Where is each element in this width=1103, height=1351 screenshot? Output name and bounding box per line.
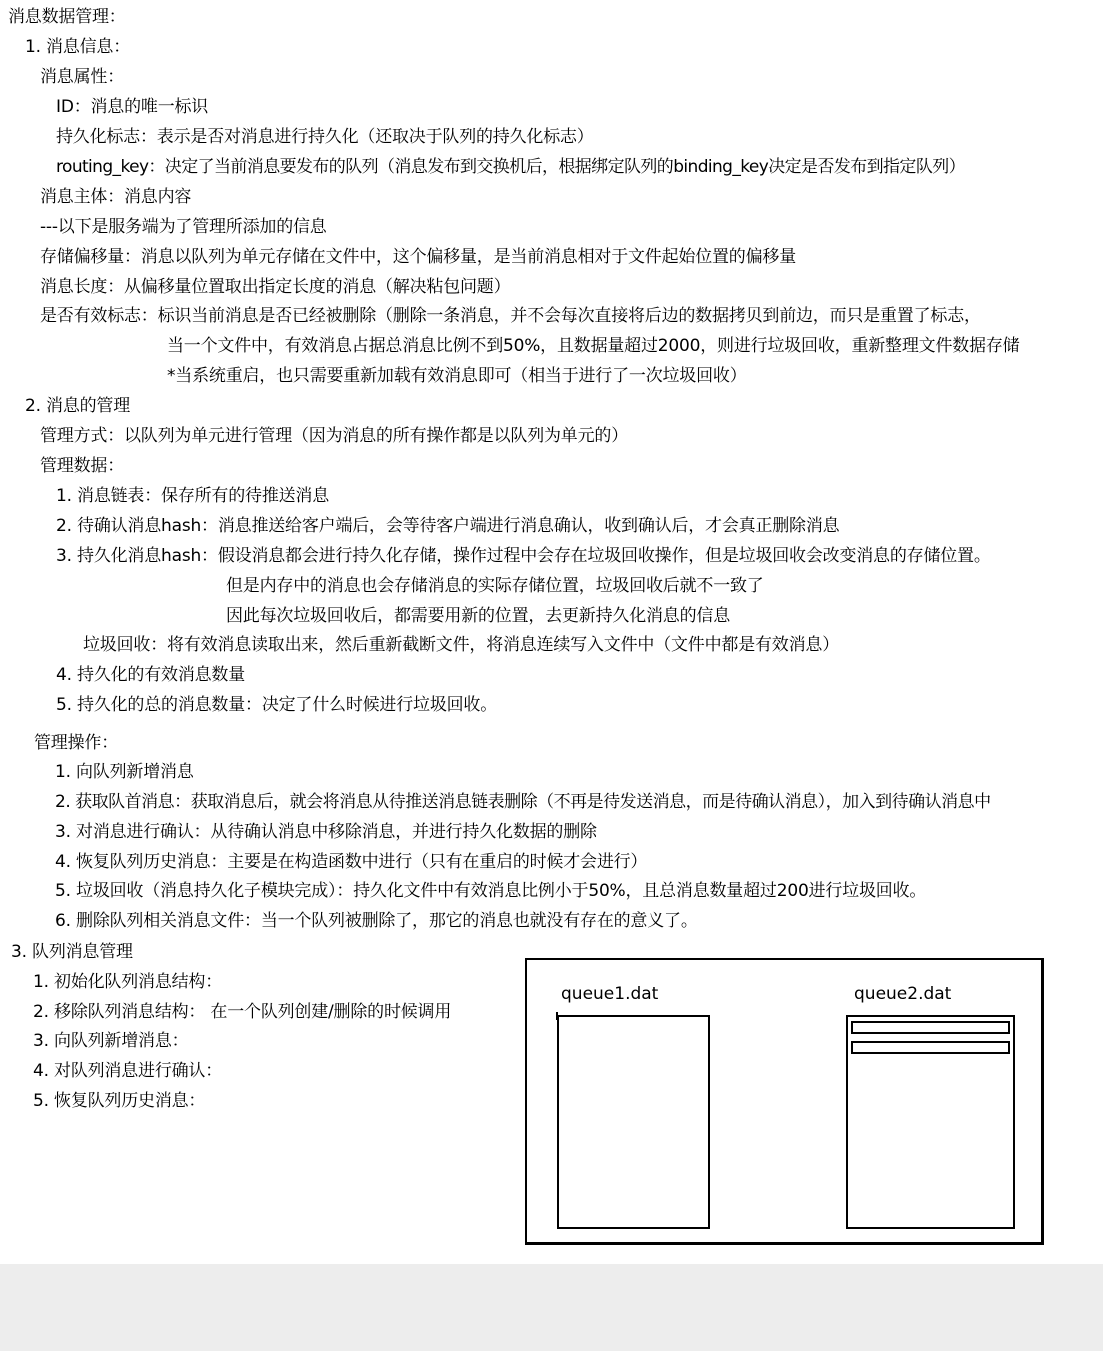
mgmt-data-item-3-cont-2: 因此每次垃圾回收后，都需要用新的位置，去更新持久化消息的信息 [226,606,730,626]
valid-flag-restart: *当系统重启，也只需要重新加载有效消息即可（相当于进行了一次垃圾回收） [167,366,747,386]
queue-files-diagram [525,958,1044,1245]
valid-flag: 是否有效标志：标识当前消息是否已经被删除（删除一条消息，并不会每次直接将后边的数据拷贝到前边，而只是重置了标志， [40,306,981,326]
storage-offset: 存储偏移量：消息以队列为单元存储在文件中，这个偏移量，是当前消息相对于文件起始位置的偏移量 [40,247,796,267]
queue-item-2: 2. 移除队列消息结构： 在一个队列创建/删除的时候调用 [33,1002,452,1022]
message-length: 消息长度：从偏移量位置取出指定长度的消息（解决粘包问题） [40,277,511,297]
queue-item-4: 4. 对队列消息进行确认： [33,1061,223,1081]
mgmt-op-2: 2. 获取队首消息：获取消息后，就会将消息从待推送消息链表删除（不再是待发送消息，而是待确认消息），加入到待确认消息中 [55,792,991,812]
mgmt-method: 管理方式：以队列为单元进行管理（因为消息的所有操作都是以队列为单元的） [40,426,628,446]
attr-id: ID：消息的唯一标识 [56,97,209,117]
attr-routing-key: routing_key：决定了当前消息要发布的队列（消息发布到交换机后，根据绑定队列的binding_key决定是否发布到指定队列） [56,157,966,177]
mgmt-data-item-3: 3. 持久化消息hash：假设消息都会进行持久化存储，操作过程中会存在垃圾回收操作，但是垃圾回收会改变消息的存储位置。 [56,546,991,566]
section-heading-message-info: 1. 消息信息： [25,37,131,57]
mgmt-op-5: 5. 垃圾回收（消息持久化子模块完成）：持久化文件中有效消息比例小于50%，且总消息数量超过200进行垃圾回收。 [55,881,927,901]
queue-item-5: 5. 恢复队列历史消息： [33,1091,206,1111]
mgmt-data-item-3-cont: 但是内存中的消息也会存储消息的实际存储位置，垃圾回收后就不一致了 [226,576,764,596]
file1-label: queue1.dat [561,984,659,1004]
queue-item-1: 1. 初始化队列消息结构： [33,972,223,992]
separator-note: ---以下是服务端为了管理所添加的信息 [40,217,327,237]
mgmt-data-item-5: 5. 持久化的总的消息数量：决定了什么时候进行垃圾回收。 [56,695,498,715]
mgmt-op-4: 4. 恢复队列历史消息：主要是在构造函数中进行（只有在重启的时候才会进行） [55,852,648,872]
mgmt-data-item-4: 4. 持久化的有效消息数量 [56,665,246,685]
attr-durable: 持久化标志：表示是否对消息进行持久化（还取决于队列的持久化标志） [56,127,594,147]
message-body: 消息主体：消息内容 [40,187,192,207]
attr-heading: 消息属性： [40,67,124,87]
section-heading-message-mgmt: 2. 消息的管理 [25,396,131,416]
queue-item-3: 3. 向队列新增消息： [33,1031,189,1051]
valid-flag-cont: 当一个文件中，有效消息占据总消息比例不到50%，且数据量超过2000，则进行垃圾回收，重新整理文件数据存储 [167,336,1020,356]
mgmt-op-1: 1. 向队列新增消息 [55,762,194,782]
queue2-file-box [846,1015,1015,1229]
file2-label: queue2.dat [854,984,952,1004]
mgmt-data-item-2: 2. 待确认消息hash：消息推送给客户端后，会等待客户端进行消息确认，收到确认后，才会真正删除消息 [56,516,840,536]
mgmt-op-3: 3. 对消息进行确认：从待确认消息中移除消息，并进行持久化数据的删除 [55,822,597,842]
mgmt-data-heading: 管理数据： [40,456,124,476]
mgmt-op-6: 6. 删除队列相关消息文件：当一个队列被删除了，那它的消息也就没有存在的意义了。 [55,911,698,931]
queue2-record [851,1041,1010,1054]
queue1-file-box [557,1015,710,1229]
gc-note: 垃圾回收：将有效消息读取出来，然后重新截断文件，将消息连续写入文件中（文件中都是有效消息） [83,635,839,655]
page-title: 消息数据管理： [8,7,126,27]
mgmt-ops-heading: 管理操作： [34,733,118,753]
mgmt-data-item-1: 1. 消息链表：保存所有的待推送消息 [56,486,330,506]
queue2-record [851,1021,1010,1034]
bottom-margin [0,1264,1103,1351]
section-heading-queue-mgmt: 3. 队列消息管理 [11,942,133,962]
